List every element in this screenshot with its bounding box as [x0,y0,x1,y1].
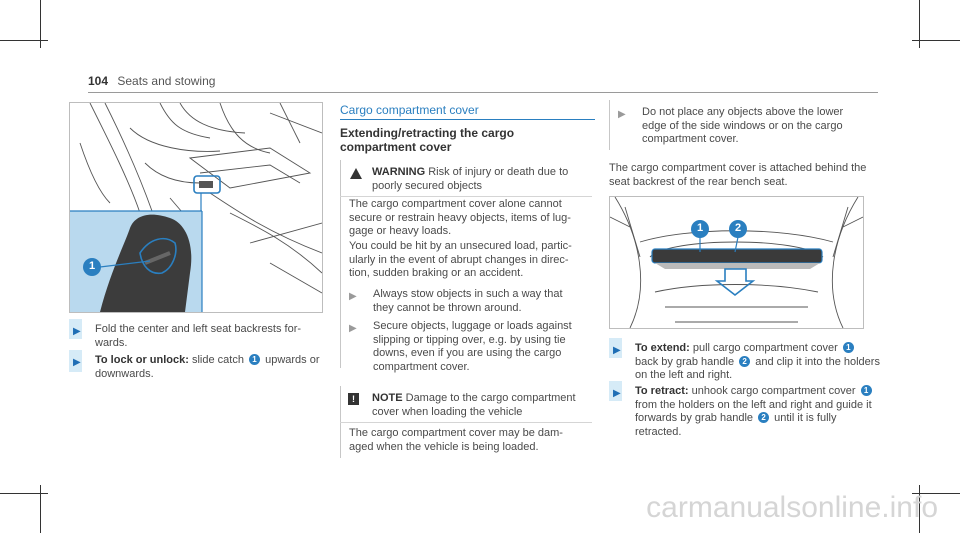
callout-1-badge: 1 [249,354,260,365]
cover-roll [652,249,822,263]
crop-mark [0,40,48,41]
section-title: Cargo compartment cover [340,103,479,117]
direction-arrow [717,269,753,295]
car-interior-drawing [70,103,322,312]
step-retract: ▶ To retract: unhook cargo compartment cover 1 from the holders on the left and right and guide it forwards by grab handle 2 until it is fully retracted. [609,385,880,439]
warning-bullet: ▶ Secure objects, luggage or loads against slipping or tipping over, e.g. by using tie downs, even if you are using the cargo compartment cover. [349,320,572,373]
callout-1-label: 1 [697,222,704,234]
warning-paragraph: You could be hit by an unsecured load, partic-ularly in the event of abrupt changes in direc-tion, sudden braking or an accident. [349,240,572,279]
cargo-area-drawing [610,197,863,328]
callout-2-badge: 2 [739,356,750,367]
warning-heading: Risk of injury or death due to poorly secured objects [372,166,569,192]
crop-mark [0,493,48,494]
bullet-arrow-icon: ▶ [349,323,357,334]
callout-2-badge: 2 [758,412,769,423]
note-divider [340,422,592,423]
crop-mark [912,40,960,41]
warning-divider [340,196,592,197]
callout-1-label: 1 [89,260,96,272]
note-label: NOTE [372,392,403,404]
step-extend: ▶ To extend: pull cargo compartment cover 1 back by grab handle 2 and clip it into the holders on the left and right. [609,342,880,383]
callout-1-badge: 1 [843,342,854,353]
watermark: carmanualsonline.info [646,491,938,524]
warning-bullet: ▶ Always stow objects in such a way that they cannot be thrown around. [349,288,563,314]
note-box [340,386,592,458]
section-rule [340,119,595,120]
note-paragraph: The cargo compartment cover may be dam-aged when the vehicle is being loaded. [349,427,563,453]
warning-icon [350,168,362,179]
step-fold-backrests: ▶ Fold the center and left seat backrests for-wards. [69,323,325,350]
note-heading: Damage to the cargo compartment cover when loading the vehicle [372,392,576,418]
intro-paragraph: The cargo compartment cover is attached behind the seat backrest of the rear bench seat. [609,162,867,188]
seat-catch-figure [69,102,323,313]
chapter-title: Seats and stowing [117,74,216,88]
step-arrow-icon: ▶ [613,388,621,399]
warning-continuation-border [609,100,610,150]
warning-box [340,160,592,373]
subsection-title: Extending/retracting the cargo compartment cover [340,126,515,154]
page-header [88,74,215,88]
warning-label: WARNING [372,166,426,178]
page-number: 104 [88,74,109,88]
callout-2-label: 2 [735,222,742,234]
warning-paragraph: The cargo compartment cover alone cannot secure or restrain heavy objects, items of lug-gage or heavy loads. [349,198,571,237]
warning-bullet: ▶ Do not place any objects above the lower edge of the side windows or on the cargo compartment cover. [618,106,844,145]
header-rule [88,92,878,93]
bullet-arrow-icon: ▶ [618,109,626,120]
callout-1-badge: 1 [861,385,872,396]
step-arrow-icon: ▶ [73,357,81,368]
step-arrow-icon: ▶ [613,345,621,356]
step-arrow-icon: ▶ [73,326,81,337]
cargo-cover-figure [609,196,864,329]
bullet-arrow-icon: ▶ [349,291,357,302]
note-icon: ! [348,393,359,405]
step-lock-unlock: ▶ To lock or unlock: slide catch 1 upwards or downwards. [69,354,325,381]
